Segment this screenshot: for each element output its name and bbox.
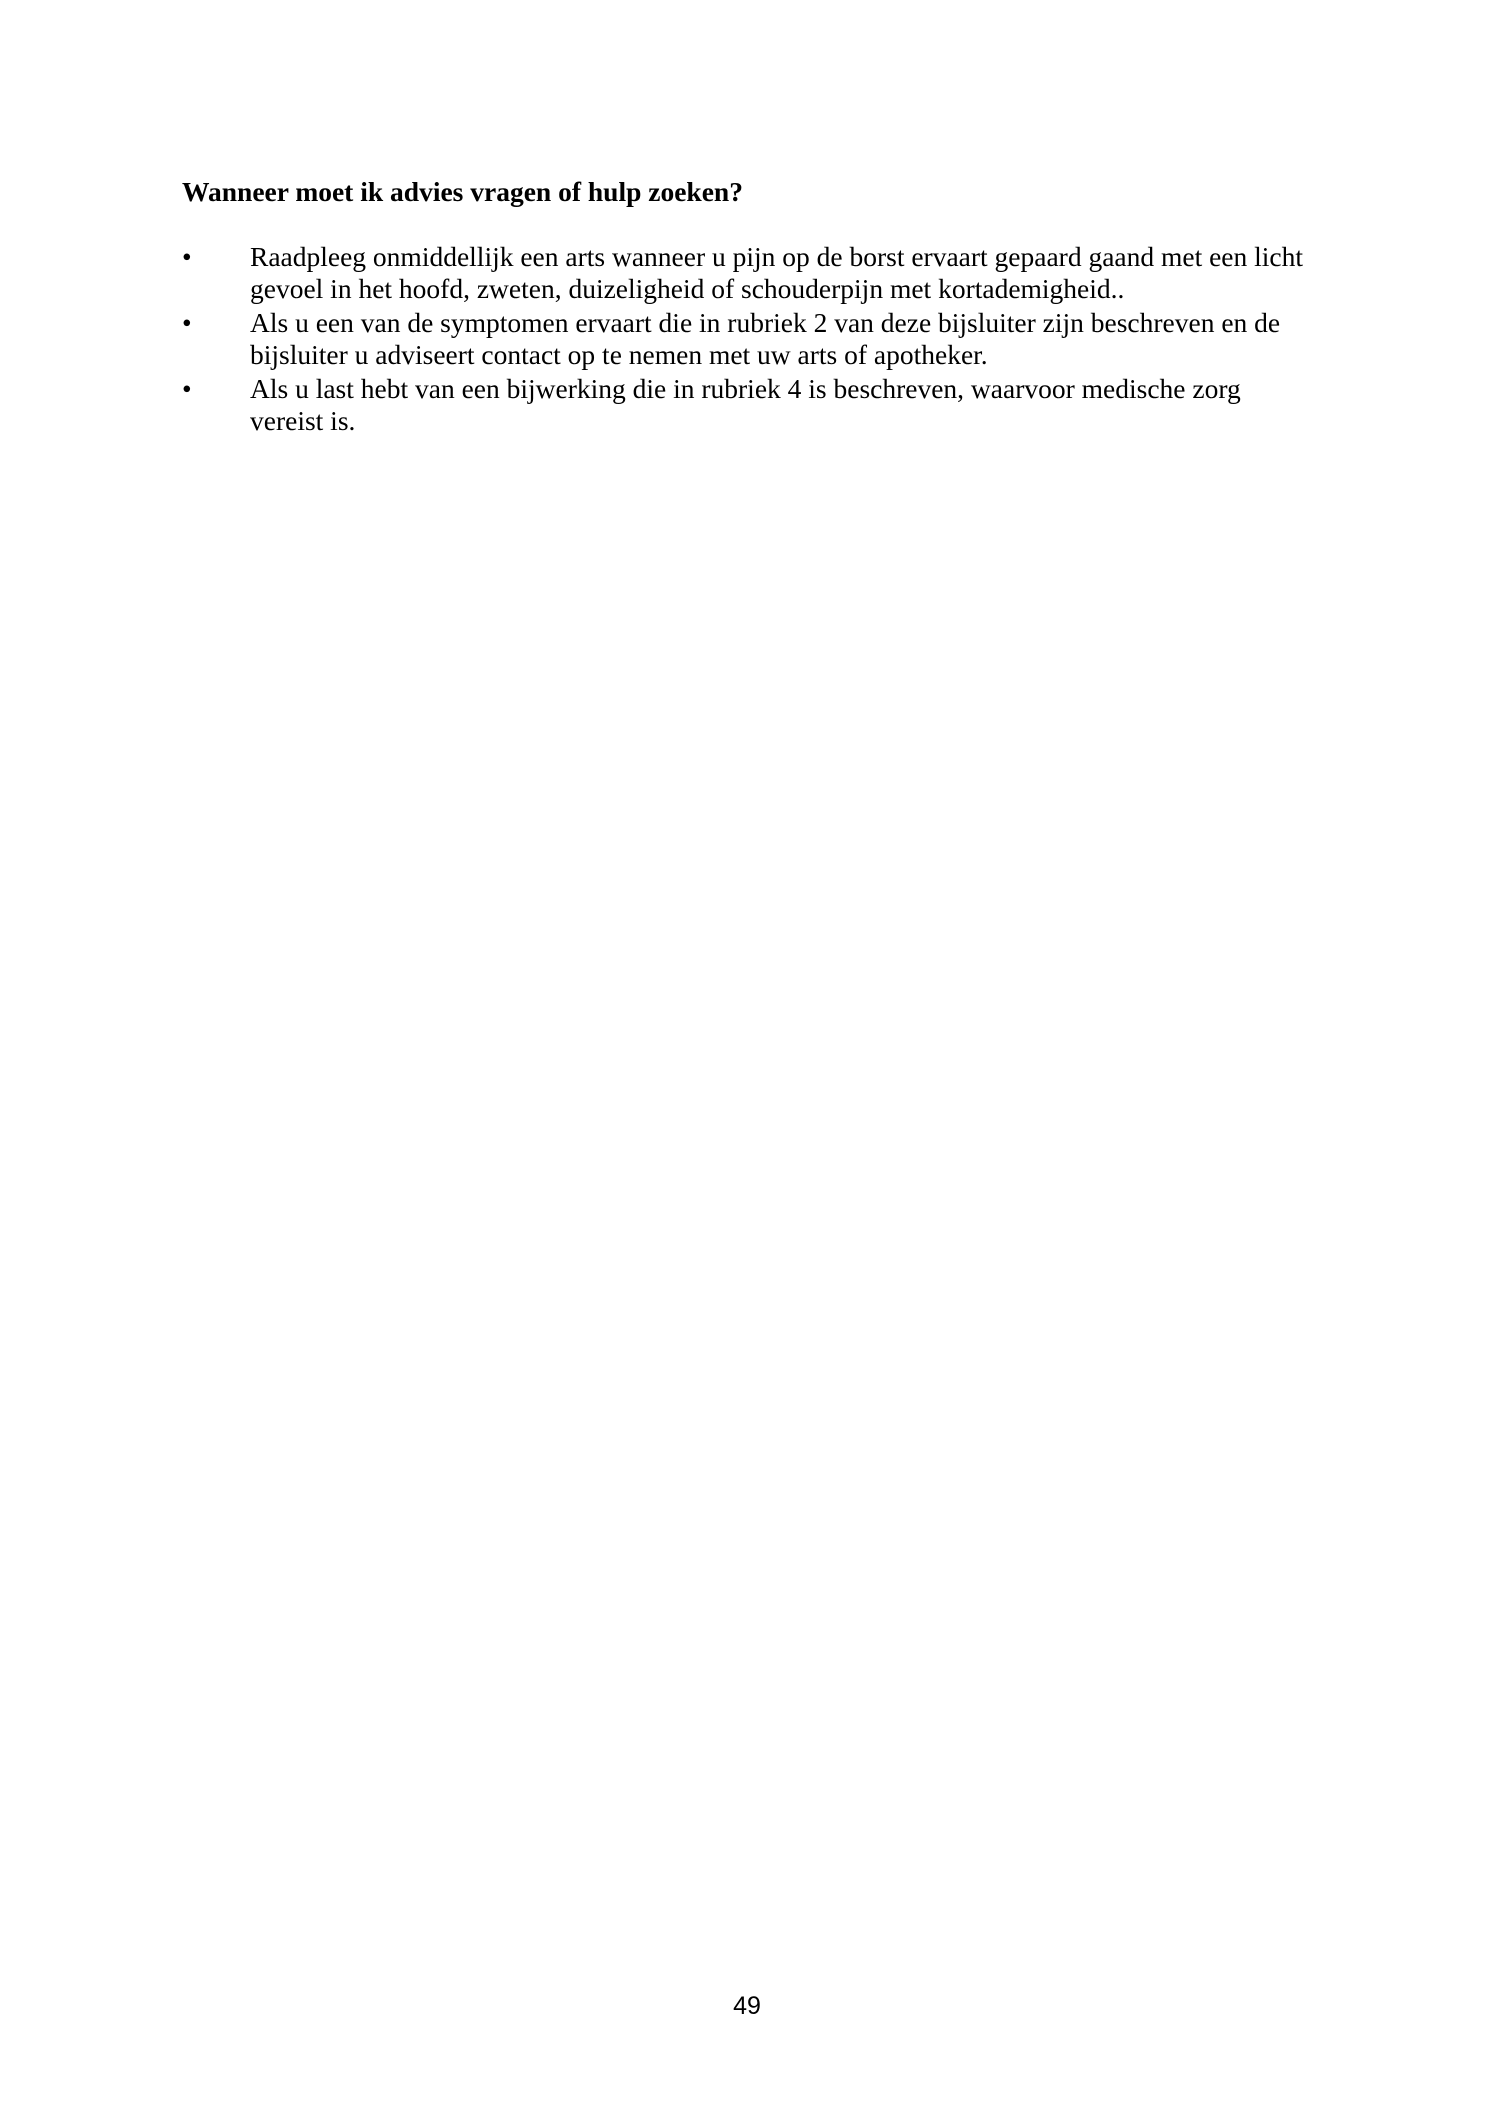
- text-line: Als u last hebt van een bijwerking die in rubriek 4 is beschreven, waarvoor medische zorg: [250, 373, 1241, 404]
- bullet-list: [182, 241, 1314, 436]
- bullet-icon: •: [182, 307, 192, 338]
- bullet-text: [250, 307, 1314, 370]
- bullet-icon: •: [182, 241, 192, 272]
- bullet-text: [250, 373, 1314, 436]
- text-line: vereist is.: [250, 404, 356, 436]
- bullet-item: [182, 373, 1314, 436]
- section-heading: Wanneer moet ik advies vragen of hulp zoeken?: [182, 176, 743, 207]
- bullet-item: [182, 241, 1314, 304]
- page-number: 49: [733, 1992, 761, 2020]
- text-line: Als u een van de symptomen ervaart die in rubriek 2 van deze bijsluiter zijn beschreven en de: [250, 307, 1281, 338]
- bullet-text: [250, 241, 1314, 304]
- bullet-item: [182, 307, 1314, 370]
- text-line: gevoel in het hoofd, zweten, duizeligheid of schouderpijn met kortademigheid..: [250, 272, 1125, 304]
- text-line: bijsluiter u adviseert contact op te nemen met uw arts of apotheker.: [250, 338, 988, 370]
- text-line: Raadpleeg onmiddellijk een arts wanneer u pijn op de borst ervaart gepaard gaand met een licht: [250, 241, 1304, 272]
- bullet-icon: •: [182, 373, 192, 404]
